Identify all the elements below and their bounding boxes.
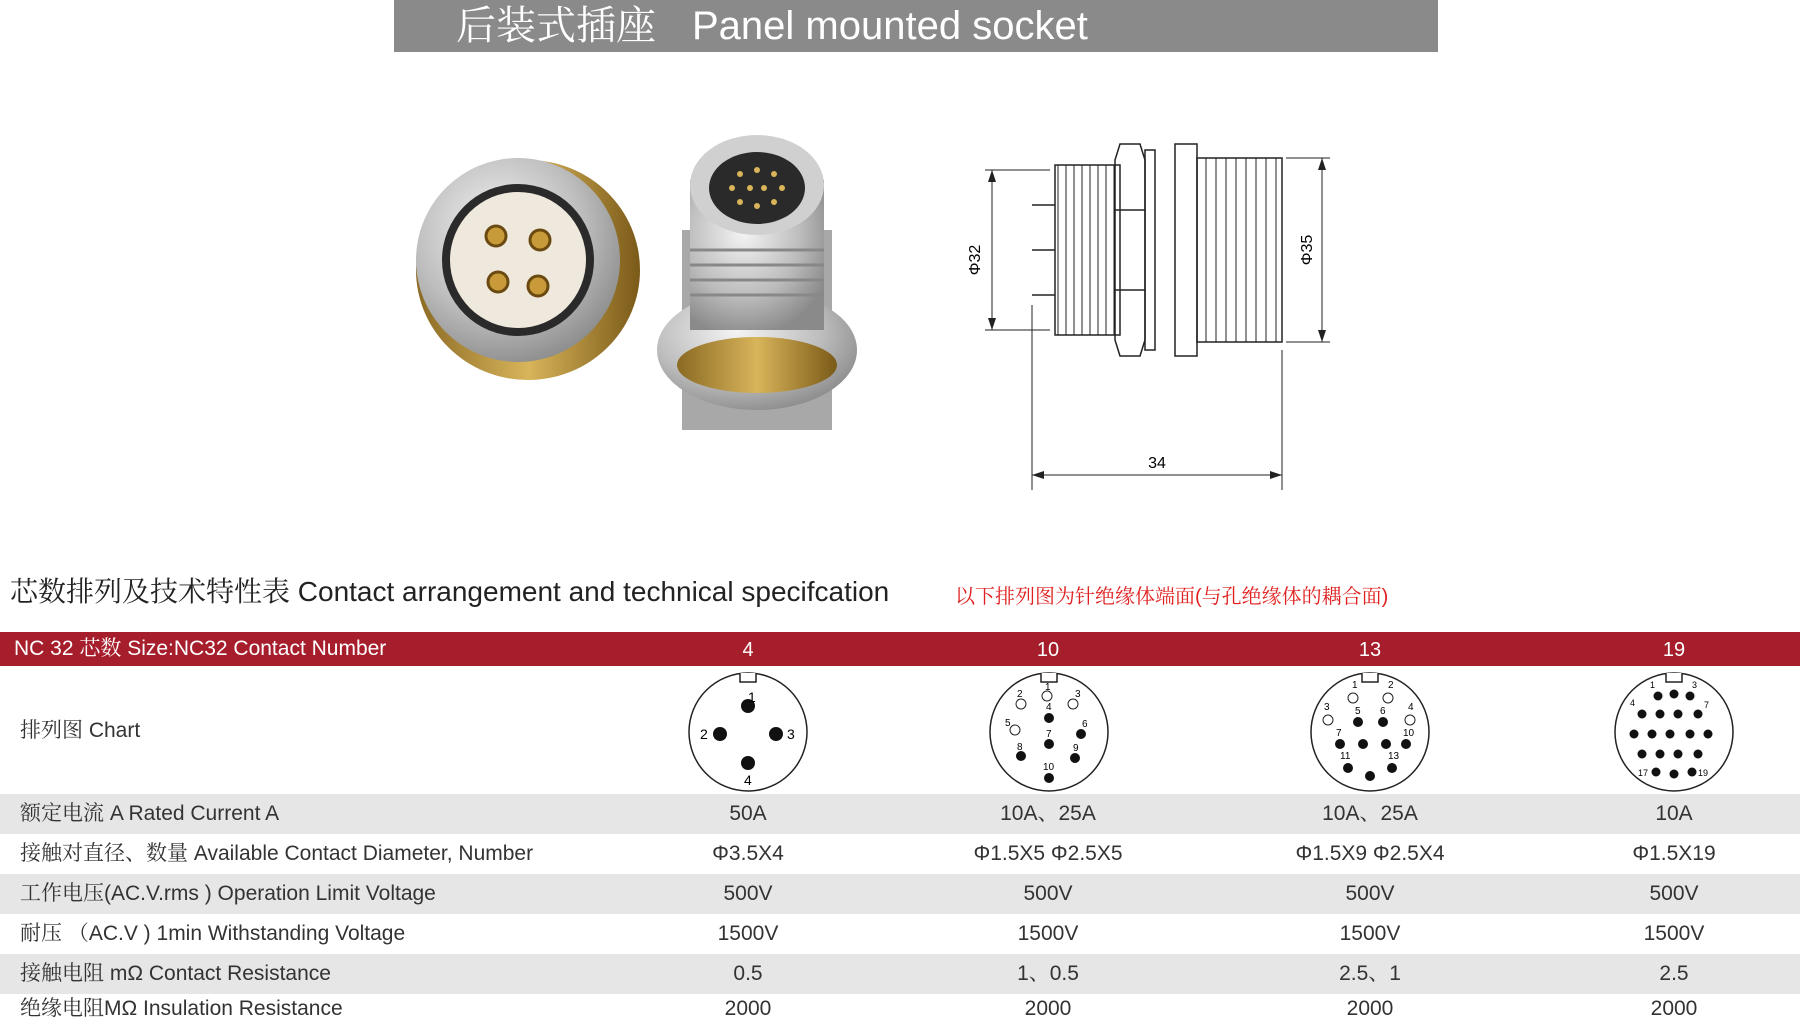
row-value: 50A bbox=[729, 802, 767, 825]
pin-label: 10 bbox=[1043, 762, 1055, 773]
dim-right-label: Φ35 bbox=[1299, 234, 1316, 266]
row-label: 接触对直径、数量 Available Contact Diameter, Number bbox=[20, 842, 534, 865]
row-value: Φ1.5X5 Φ2.5X5 bbox=[973, 842, 1123, 865]
row-value: Φ1.5X19 bbox=[1632, 842, 1716, 865]
pin-label: 4 bbox=[1046, 702, 1052, 713]
row-label: 工作电压(AC.V.rms ) Operation Limit Voltage bbox=[20, 882, 436, 905]
row-value: Φ3.5X4 bbox=[712, 842, 784, 865]
column-13: 13 bbox=[1358, 639, 1382, 661]
row-value: 10A bbox=[1655, 802, 1693, 825]
pin-label: 4 bbox=[744, 772, 752, 788]
row-value: 1500V bbox=[1339, 922, 1401, 945]
pin-chart-10 bbox=[987, 670, 1111, 794]
row-value: 500V bbox=[1023, 882, 1073, 905]
pin-label: 8 bbox=[1017, 742, 1023, 753]
pin-label: 3 bbox=[1692, 680, 1698, 690]
pin-chart-4 bbox=[686, 670, 810, 794]
row-value: 2000 bbox=[1346, 997, 1394, 1020]
pin-label: 13 bbox=[1388, 751, 1400, 762]
product-photos bbox=[400, 130, 860, 440]
row-rated-current bbox=[0, 794, 1800, 834]
pin-label: 5 bbox=[1005, 718, 1011, 729]
pin-label: 4 bbox=[1408, 702, 1414, 713]
pin-label: 19 bbox=[1698, 768, 1709, 778]
dim-left-label: Φ32 bbox=[967, 244, 984, 276]
pin-label: 1 bbox=[1352, 680, 1358, 691]
socket-angled-photo bbox=[657, 135, 857, 430]
row-value: 500V bbox=[1649, 882, 1699, 905]
row-value: 2.5 bbox=[1659, 962, 1689, 985]
pin-label: 3 bbox=[1075, 689, 1081, 700]
chart-row bbox=[0, 666, 1800, 794]
row-value: 500V bbox=[1345, 882, 1395, 905]
pin-label: 2 bbox=[700, 726, 708, 742]
pin-chart-13 bbox=[1308, 670, 1432, 794]
row-insulation-resistance bbox=[0, 989, 1800, 1029]
row-label: 耐压 （AC.V ) 1min Withstanding Voltage bbox=[20, 922, 406, 945]
row-value: 2.5、1 bbox=[1339, 962, 1401, 985]
column-19: 19 bbox=[1662, 639, 1686, 661]
row-label: 额定电流 A Rated Current A bbox=[20, 802, 280, 825]
pin-label: 9 bbox=[1073, 743, 1079, 754]
socket-front-photo bbox=[416, 158, 640, 380]
row-value: Φ1.5X9 Φ2.5X4 bbox=[1295, 842, 1445, 865]
pin-label: 3 bbox=[1324, 702, 1330, 713]
section-note: 以下排列图为针绝缘体端面(与孔绝缘体的耦合面) bbox=[955, 586, 1389, 608]
row-operation-voltage bbox=[0, 874, 1800, 914]
pin-label: 1 bbox=[748, 689, 756, 705]
dim-length-label: 34 bbox=[1148, 455, 1166, 472]
title-cn: 后装式插座 bbox=[456, 4, 656, 48]
row-value: 2000 bbox=[1024, 997, 1072, 1020]
pin-label: 7 bbox=[1336, 728, 1342, 739]
pin-label: 1 bbox=[1045, 682, 1051, 693]
row-contact-resistance bbox=[0, 954, 1800, 994]
pin-label: 1 bbox=[1650, 680, 1656, 690]
row-value: 1500V bbox=[1017, 922, 1079, 945]
row-value: 500V bbox=[723, 882, 773, 905]
pin-label: 5 bbox=[1355, 706, 1361, 717]
section-title: 芯数排列及技术特性表 Contact arrangement and technical specifcation bbox=[10, 576, 890, 607]
row-value: 10A、25A bbox=[1322, 802, 1418, 825]
chart-label: 排列图 Chart bbox=[20, 719, 141, 742]
row-contact-diameter bbox=[0, 834, 1800, 874]
column-10: 10 bbox=[1036, 639, 1060, 661]
row-label: 接触电阻 mΩ Contact Resistance bbox=[20, 962, 331, 985]
pin-label: 17 bbox=[1638, 768, 1649, 778]
pin-chart-19 bbox=[1612, 670, 1736, 794]
row-value: 1、0.5 bbox=[1017, 962, 1079, 985]
row-label: 绝缘电阻MΩ Insulation Resistance bbox=[20, 997, 343, 1020]
pin-label: 11 bbox=[1340, 751, 1351, 762]
row-value: 0.5 bbox=[733, 962, 763, 985]
pin-label: 6 bbox=[1380, 706, 1386, 717]
title-bar bbox=[394, 0, 1438, 52]
pin-label: 7 bbox=[1046, 729, 1052, 740]
pin-label: 3 bbox=[787, 726, 795, 742]
row-value: 2000 bbox=[724, 997, 772, 1020]
pin-label: 2 bbox=[1388, 680, 1394, 691]
pin-label: 7 bbox=[1704, 700, 1710, 710]
dimension-drawing bbox=[950, 130, 1430, 500]
row-value: 1500V bbox=[717, 922, 779, 945]
row-value: 1500V bbox=[1643, 922, 1705, 945]
table-header bbox=[0, 632, 1800, 666]
title-en: Panel mounted socket bbox=[692, 4, 1088, 48]
row-value: 10A、25A bbox=[1000, 802, 1096, 825]
pin-label: 6 bbox=[1082, 719, 1088, 730]
pin-label: 2 bbox=[1017, 689, 1023, 700]
row-value: 2000 bbox=[1650, 997, 1698, 1020]
pin-label: 4 bbox=[1630, 698, 1636, 708]
header-label: NC 32 芯数 Size:NC32 Contact Number bbox=[14, 637, 387, 660]
row-withstanding-voltage bbox=[0, 914, 1800, 954]
column-4: 4 bbox=[742, 639, 754, 661]
pin-label: 10 bbox=[1403, 728, 1415, 739]
